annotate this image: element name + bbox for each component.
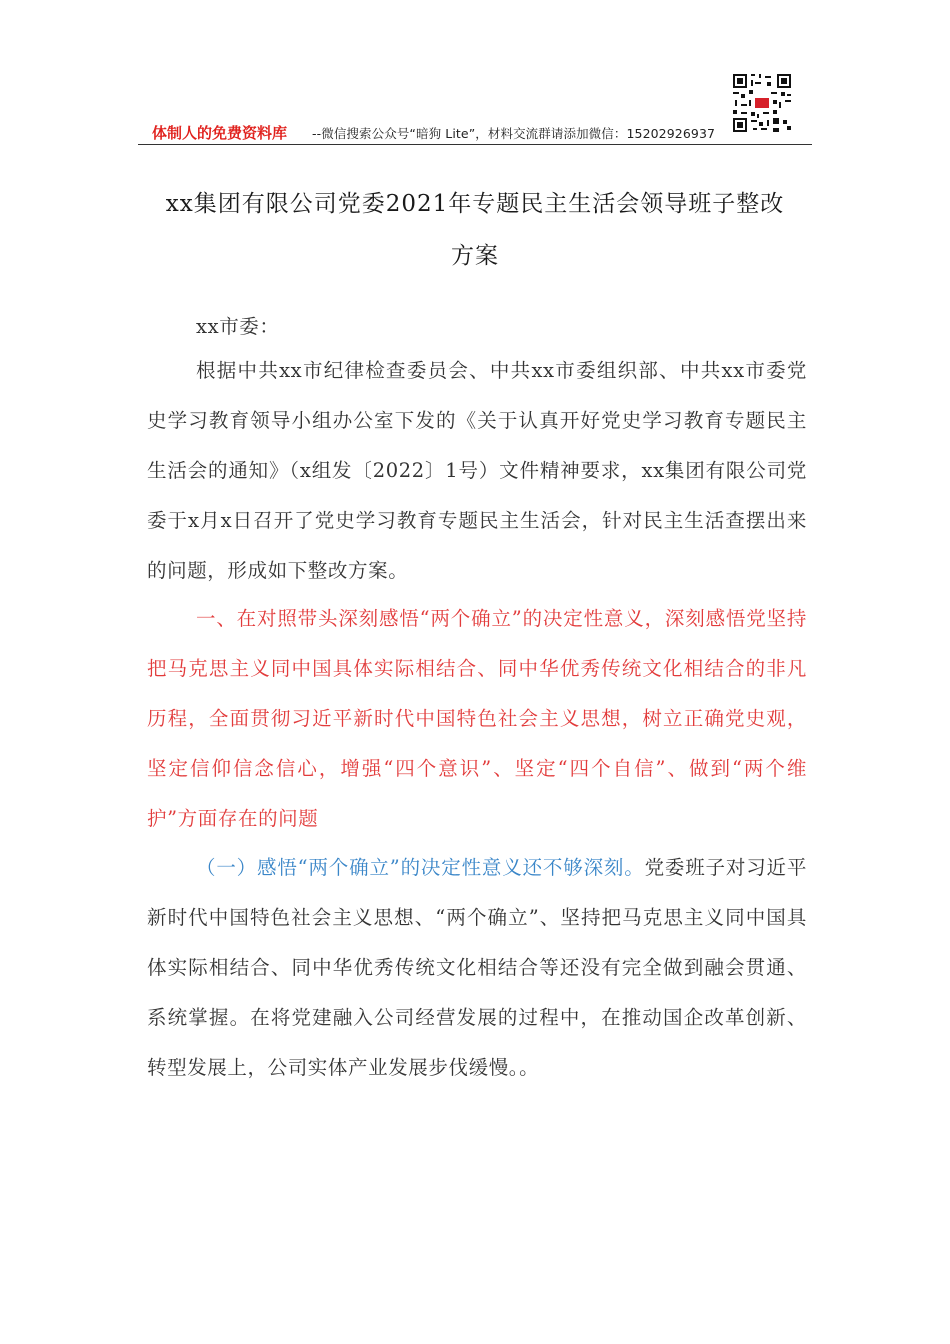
item-heading-1: （一）感悟“两个确立”的决定性意义还不够深刻。 [196,856,645,879]
section-heading-1: 一、在对照带头深刻感悟“两个确立”的决定性意义，深刻感悟党坚持把马克思主义同中国具体实际相结合、同中华优秀传统文化相结合的非凡历程，全面贯彻习近平新时代中国特色社会主义思想，树立正确党史观，坚定信仰信念信心，增强“四个意识”、坚定“四个自信”、做到“两个维护”方面存在的问题 [147,607,807,830]
salutation: xx市委： [196,315,280,338]
brand-name: 体制人的免费资料库 [152,124,288,142]
document-title-line-1: xx集团有限公司党委2021年专题民主生活会领导班子整改 [165,191,785,217]
item-body-1: 党委班子对习近平新时代中国特色社会主义思想、“两个确立”、坚持把马克思主义同中国具体实际相结合、同中华优秀传统文化相结合等还没有完全做到融会贯通、系统掌握。在将党建融入公司经营发展的过程中，在推动国企改革创新、转型发展上，公司实体产业发展步伐缓慢。。 [147,856,807,1079]
paragraph-item-1 [147,843,807,1093]
header-tagline: --微信搜索公众号“暗狗 Lite”，材料交流群请添加微信：15202926937 [312,126,716,141]
header-divider [138,144,812,145]
header-bar [138,118,812,146]
document-title-line-2: 方案 [451,243,499,269]
paragraph-intro: 根据中共xx市纪律检查委员会、中共xx市委组织部、中共xx市委党史学习教育领导小组办公室下发的《关于认真开好党史学习教育专题民主生活会的通知》（x组发〔2022〕1号）文件精神要求，xx集团有限公司党委于x月x日召开了党史学习教育专题民主生活会，针对民主生活查摆出来的问题，形成如下整改方案。 [147,359,807,582]
